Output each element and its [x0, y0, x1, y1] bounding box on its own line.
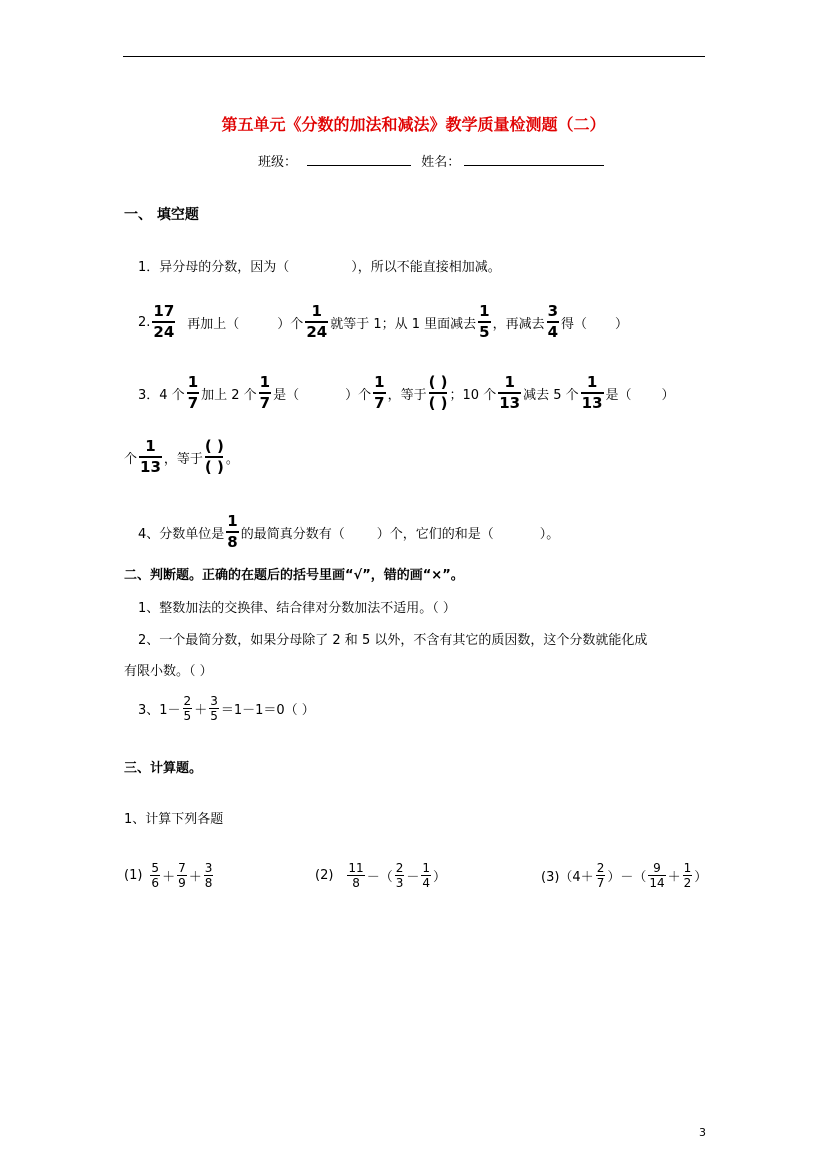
class-label: 班级：	[258, 155, 298, 170]
fraction: $\frac{1}{13}$	[581, 373, 603, 412]
section1-heading: 一、 填空题	[124, 207, 199, 223]
question-1-4: 4、分数单位是 $\frac{1}{8}$ 的最简真分数有（ ）个，它们的和是（ ）。	[138, 512, 560, 551]
question-2-2-cont: 有限小数。（ ）	[124, 664, 213, 679]
fraction: $\frac{1}{2}$	[683, 860, 692, 890]
fraction: $\frac{2}{7}$	[596, 860, 605, 890]
fraction: $\frac{1}{7}$	[187, 373, 199, 412]
fraction: $\frac{2}{5}$	[183, 693, 192, 723]
fraction: $\frac{1}{24}$	[306, 302, 328, 341]
calc-problem-3: (3)（4＋ $\frac{2}{7}$ ）－（ $\frac{9}{14}$ ＋ $\frac{1}{2}$ ）	[541, 860, 708, 890]
section3-subheading: 1、计算下列各题	[124, 812, 224, 827]
fraction: $\frac{1}{4}$	[422, 860, 431, 890]
calc-problem-1: (1) $\frac{5}{6}$ ＋ $\frac{7}{9}$ ＋ $\frac{3}{8}$	[124, 860, 213, 890]
header-rule	[123, 56, 705, 57]
fraction: $\frac{1}{13}$	[140, 437, 161, 476]
class-field[interactable]	[307, 151, 411, 166]
fraction: $\frac{3}{4}$	[547, 302, 559, 341]
section3-heading: 三、计算题。	[124, 761, 203, 776]
fraction: $\frac{3}{8}$	[204, 860, 213, 890]
fraction: $\frac{2}{3}$	[395, 860, 404, 890]
fraction: $\frac{1}{13}$	[499, 373, 521, 412]
question-1-1: 1．异分母的分数，因为（ ），所以不能直接相加减。	[138, 260, 501, 275]
fraction: $\frac{11}{8}$	[348, 860, 364, 890]
question-1-2: 2. $\frac{17}{24}$ 再加上（ ）个 $\frac{1}{24}$ 就等于 1；从 1 里面减去 $\frac{1}{5}$ ，再减去 $\frac{3}{4}$ 得（ ）	[138, 302, 629, 341]
blank-fraction: $\frac{( )}{( )}$	[428, 373, 448, 412]
fraction: $\frac{5}{6}$	[151, 860, 160, 890]
fraction: $\frac{17}{24}$	[153, 302, 175, 341]
name-label: 姓名：	[421, 155, 461, 170]
student-info	[258, 151, 604, 170]
question-2-2: 2、一个最简分数，如果分母除了 2 和 5 以外，不含有其它的质因数，这个分数就能化成	[138, 633, 648, 648]
calc-problem-2: (2) $\frac{11}{8}$ －（ $\frac{2}{3}$ － $\frac{1}{4}$ ）	[315, 860, 447, 890]
question-2-1: 1、整数加法的交换律、结合律对分数加法不适用。（ ）	[138, 601, 456, 616]
fraction: $\frac{7}{9}$	[178, 860, 186, 890]
section2-heading: 二、判断题。正确的在题后的括号里画“√”，错的画“×”。	[124, 568, 464, 583]
fraction: $\frac{9}{14}$	[649, 860, 665, 890]
fraction: $\frac{1}{8}$	[227, 512, 238, 551]
question-2-3: 3、1－ $\frac{2}{5}$ ＋ $\frac{3}{5}$ ＝1－1＝0（ ）	[138, 693, 315, 723]
blank-fraction: $\frac{( )}{( )}$	[204, 437, 224, 476]
question-1-3: 3．4 个 $\frac{1}{7}$ 加上 2 个 $\frac{1}{7}$ 是（ ）个 $\frac{1}{7}$ ，等于 $\frac{( )}{( )}$ ；10 个 $\frac{1}{13}$ 减去 5 个 $\frac{1}{13}$ 是（ ）	[138, 373, 675, 412]
page-title: 第五单元《分数的加法和减法》教学质量检测题（二）	[221, 115, 606, 134]
fraction: $\frac{1}{7}$	[259, 373, 271, 412]
fraction: $\frac{3}{5}$	[210, 693, 218, 723]
question-1-3-cont: 个 $\frac{1}{13}$ ，等于 $\frac{( )}{( )}$ 。	[124, 437, 239, 476]
page-number: 3	[699, 1126, 706, 1139]
fraction: $\frac{1}{7}$	[374, 373, 385, 412]
name-field[interactable]	[464, 151, 604, 166]
fraction: $\frac{1}{5}$	[479, 302, 490, 341]
